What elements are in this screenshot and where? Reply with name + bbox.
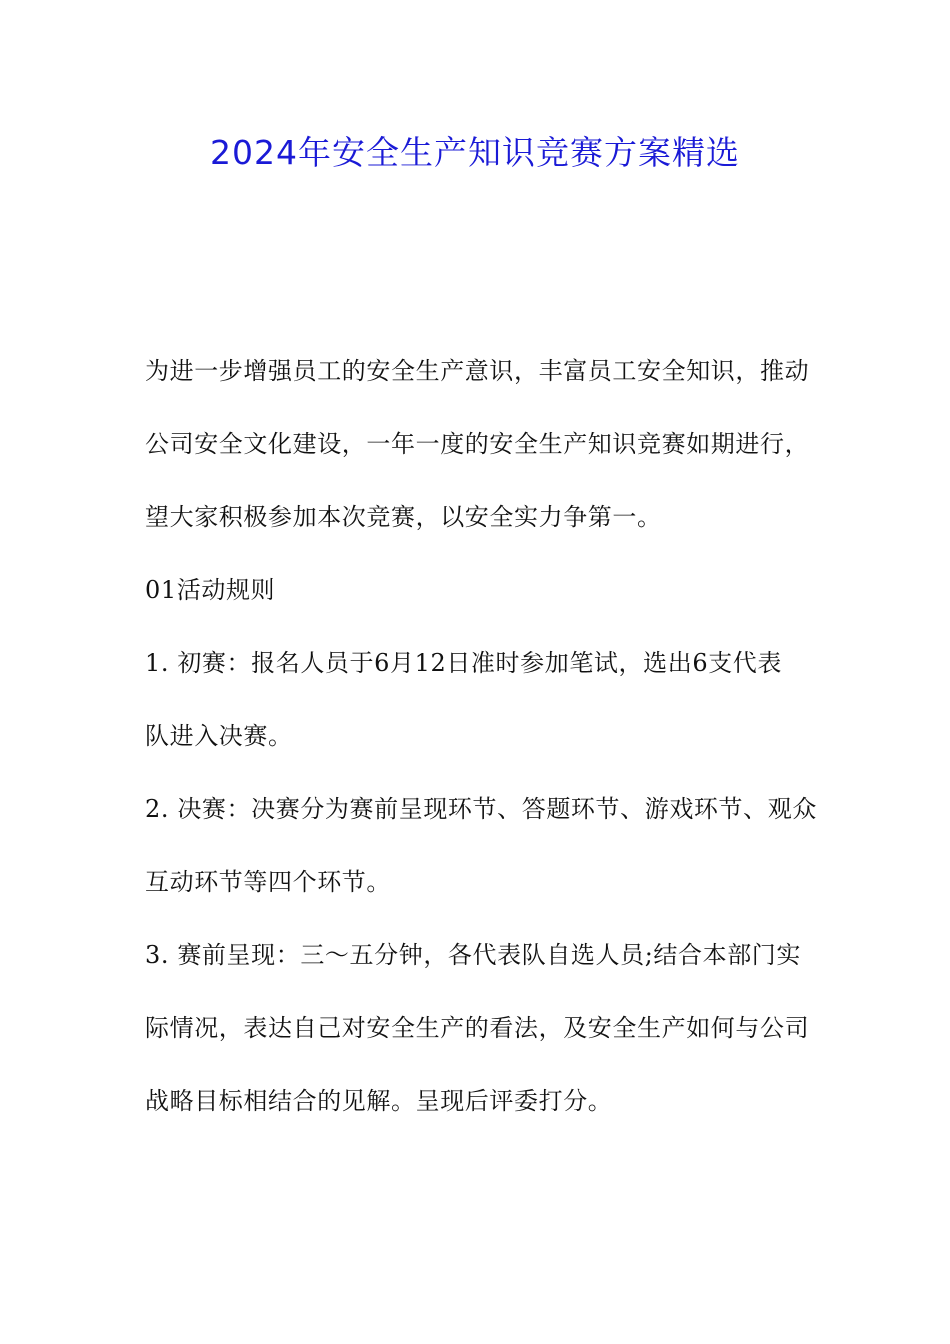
document-title: 2024年安全生产知识竞赛方案精选 <box>210 133 740 172</box>
paragraph-line: 际情况，表达自己对安全生产的看法，及安全生产如何与公司 <box>145 1014 810 1042</box>
paragraph-line: 为进一步增强员工的安全生产意识，丰富员工安全知识，推动 <box>145 357 810 385</box>
section-heading-text: 01活动规则 <box>145 576 276 604</box>
paragraph-line: 战略目标相结合的见解。呈现后评委打分。 <box>145 1087 613 1115</box>
paragraph-line: 队进入决赛。 <box>145 722 293 750</box>
rule-item-2 <box>145 773 815 919</box>
paragraph-line: 公司安全文化建设，一年一度的安全生产知识竞赛如期进行， <box>145 430 810 458</box>
section-heading <box>145 554 815 627</box>
intro-paragraph <box>145 335 815 554</box>
rule-item-1 <box>145 627 815 773</box>
paragraph-line: 望大家积极参加本次竞赛，以安全实力争第一。 <box>145 503 662 531</box>
document-body <box>145 335 815 1138</box>
paragraph-line: 1. 初赛：报名人员于6月12日准时参加笔试，选出6支代表 <box>145 649 783 677</box>
paragraph-line: 3. 赛前呈现：三～五分钟，各代表队自选人员;结合本部门实 <box>145 941 802 969</box>
paragraph-line: 互动环节等四个环节。 <box>145 868 391 896</box>
rule-item-3 <box>145 919 815 1138</box>
paragraph-line: 2. 决赛：决赛分为赛前呈现环节、答题环节、游戏环节、观众 <box>145 795 817 823</box>
